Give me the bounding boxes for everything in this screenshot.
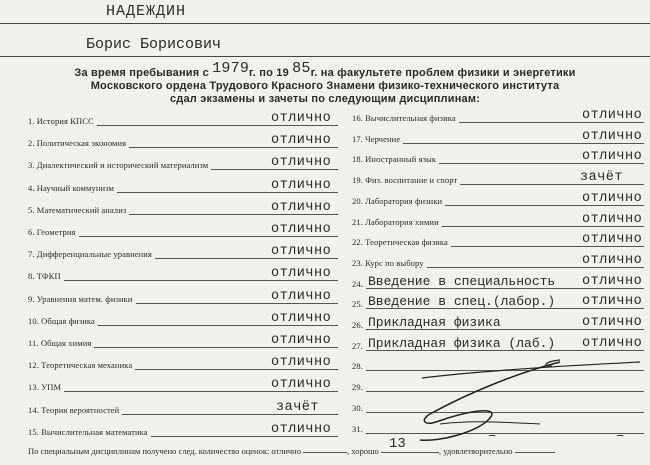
footer-text-a: По специальным дисциплинам получено след. количество оценок: отлично [28,446,301,456]
left-grade: отлично [271,111,332,126]
heading-line3: сдал экзамены и зачеты по следующим дисциплинам: [169,93,481,105]
right-grade: отлично [582,149,643,165]
right-handwritten-subject: Прикладная физика [368,315,501,330]
left-grade: отлично [271,266,332,282]
heading-line1-a: За время пребывания с [74,67,213,79]
right-subject-label: 27. [352,341,366,351]
left-grade: отлично [271,222,332,237]
student-surname: НАДЕЖДИН [106,3,187,20]
count-satisfactory: – [616,428,625,444]
left-subject-label: 4. Научный коммунизм [28,183,117,193]
left-grade: отлично [271,355,332,371]
left-subject-label: 7. Дифференциальные уравнения [28,249,155,259]
heading-line2: Московского ордена Трудового Красного Знамени физико-технического института [90,80,560,92]
right-subject-label: 30. [352,403,366,413]
left-subject-label: 15. Вычислительная математика [28,427,151,437]
right-grade: отлично [582,128,643,144]
left-subject-label: 3. Диалектический и исторический материализм [28,160,211,170]
right-subject-label: 28. [352,361,366,371]
year-to: 85 [292,60,311,77]
right-handwritten-subject: Введение в спец.(лабор.) [368,294,556,310]
heading-line1-c: г. на факультете проблем физики и энергетики [310,67,576,79]
right-subject-label: 16. Вычислительная физика [352,113,459,123]
right-subject-label: 25. [352,299,366,309]
right-subject-label: 19. Физ. воспитание и спорт [352,175,460,185]
left-grade: отлично [271,177,332,193]
left-grade: отлично [271,421,332,437]
right-subject-label: 21. Лаборатория химии [352,217,442,227]
right-subject-label: 20. Лаборатория физики [352,196,445,206]
right-grade: отлично [582,232,643,248]
right-grade: зачёт [580,170,624,186]
right-subject-label: 26. [352,320,366,330]
student-given-names: Борис Борисович [86,36,222,53]
left-subject-label: 12. Теоретическая механика [28,360,135,370]
right-grade: отлично [582,252,643,268]
left-subject-label: 9. Уравнения матем. физики [28,294,136,304]
right-grade: отлично [582,108,643,123]
count-good: – [488,428,497,444]
right-grade: отлично [582,335,643,351]
left-grade: отлично [271,288,332,304]
left-subject-label: 11. Общая химия [28,338,94,348]
left-grade: отлично [271,199,332,215]
right-grade: отлично [582,294,643,310]
left-subject-label: 6. Геометрия [28,227,79,237]
heading-line1-b: г. по 19 [249,67,293,79]
left-grade: отлично [271,377,332,393]
left-grade: отлично [271,244,332,260]
left-subject-label: 5. Математический анализ [28,205,129,215]
left-subject-label: 14. Теория вероятностей [28,405,122,415]
footer-text-c: , удовлетворительно [438,446,513,456]
right-subject-label: 23. Курс по выбору [352,258,427,268]
left-subject-label: 10. Общая физика [28,316,98,326]
left-subject-label: 1. История КПСС [28,116,97,126]
count-excellent: 13 [389,436,406,452]
left-subject-label: 8. ТФКП [28,271,64,281]
right-grade: отлично [582,315,643,330]
year-from: 1979 [212,60,250,77]
right-grade: отлично [582,273,643,289]
left-grade: отлично [271,333,332,348]
right-handwritten-subject: Прикладная физика (лаб.) [368,335,556,351]
left-grade: зачёт [276,399,320,415]
left-grade: отлично [271,155,332,171]
left-subject-label: 13. УПМ [28,382,64,392]
right-subject-label: 31. [352,424,366,434]
right-subject-label: 17. Черчение [352,134,403,144]
right-subject-label: 22. Теоретическая физика [352,237,451,247]
footer-text-b: , хорошо [347,446,379,456]
left-grade: отлично [271,133,332,149]
left-grade: отлично [271,310,332,326]
right-subject-label: 18. Иностранный язык [352,154,439,164]
right-grade: отлично [582,190,643,206]
right-handwritten-subject: Введение в специальность [368,273,556,289]
left-subject-label: 2. Политическая экономия [28,138,129,148]
right-subject-label: 29. [352,382,366,392]
right-grade: отлично [582,211,643,227]
right-subject-label: 24. [352,279,366,289]
